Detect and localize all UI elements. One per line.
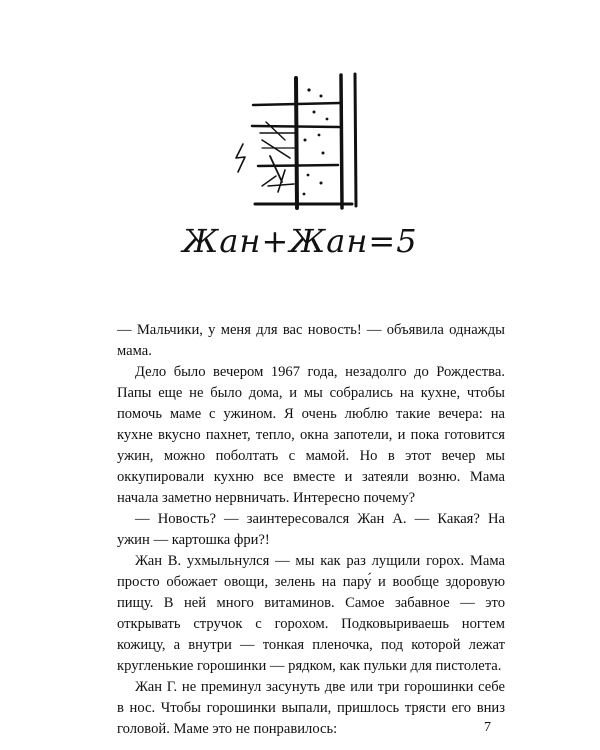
body-text [117,320,505,740]
paragraph: Дело было вечером 1967 года, незадолго до Рождества. Папы еще не было дома, и мы собрались на кухне, чтобы помочь маме с ужином. Я очень люблю такие вечера: на кухне вкусно пахнет, тепло, окна запотели, и пока готовится ужин, можно поболтать с мамой. Но в этот вечер мы оккупировали кухню все вместе и затеяли возню. Мама начала заметно нервничать. Интересно почему? [117,364,505,506]
window-illustration [0,0,600,215]
paragraph: Жан Г. не преминул засунуть две или три горошинки себе в нос. Чтобы горошинки выпали, пришлось трясти его вниз головой. Маме это не понравилось: [117,679,505,737]
paragraph: Жан В. ухмыльнулся — мы как раз лущили горох. Мама просто обожает овощи, зелень на пару́ и вообще здоровую пищу. В ней много витаминов. Самое забавное — это открывать стручок с горохом. Подковыриваешь ногтем кожицу, а внутри — тонкая пленочка, под которой лежат кругленькие горошинки — рядком, как пульки для пистолета. [117,553,505,674]
paragraph: — Новость? — заинтересовался Жан А. — Какая? На ужин — картошка фри?! [117,511,505,548]
chapter-title: Жан+Жан=5 [182,222,418,260]
page-number: 7 [484,720,491,735]
paragraph: — Мальчики, у меня для вас новость! — объявила однажды мама. [117,322,505,359]
